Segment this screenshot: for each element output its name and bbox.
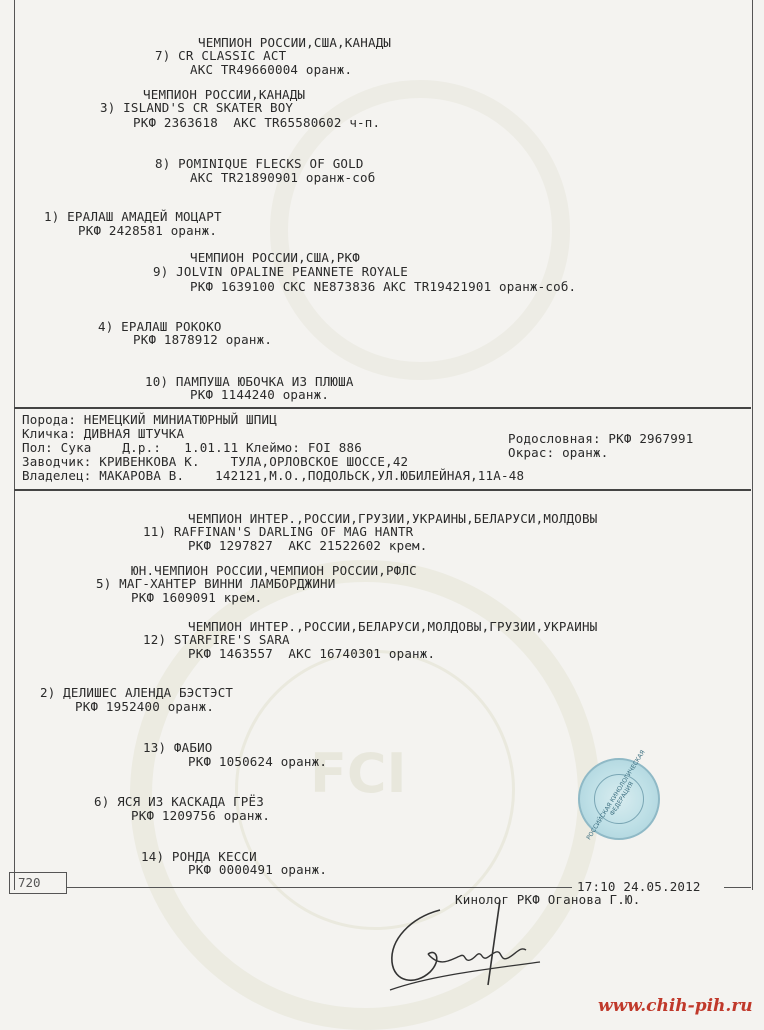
p14-name: 14) РОНДА КЕССИ bbox=[141, 849, 257, 864]
p7-title: ЧЕМПИОН РОССИИ,США,КАНАДЫ bbox=[198, 35, 392, 50]
website-watermark: www.chih-pih.ru bbox=[598, 996, 753, 1016]
print-timestamp: 17:10 24.05.2012 bbox=[577, 879, 701, 894]
p2-name: 2) ДЕЛИШЕС АЛЕНДА БЭСТЭСТ bbox=[40, 685, 234, 700]
breed: Порода: НЕМЕЦКИЙ МИНИАТЮРНЫЙ ШПИЦ bbox=[22, 412, 277, 427]
p5-title: ЮН.ЧЕМПИОН РОССИИ,ЧЕМПИОН РОССИИ,РФЛС bbox=[131, 563, 417, 578]
p10-name: 10) ПАМПУША ЮБОЧКА ИЗ ПЛЮША bbox=[145, 374, 354, 389]
coat-color: Окрас: оранж. bbox=[508, 445, 609, 460]
p6-name: 6) ЯСЯ ИЗ КАСКАДА ГРЁЗ bbox=[94, 794, 264, 809]
p14-reg: РКФ 0000491 оранж. bbox=[188, 862, 328, 877]
page-number: 720 bbox=[9, 872, 67, 894]
p4-reg: РКФ 1878912 оранж. bbox=[133, 332, 273, 347]
pedigree-number: Родословная: РКФ 2967991 bbox=[508, 431, 694, 446]
p12-name: 12) STARFIRE'S SARA bbox=[143, 632, 290, 647]
handwritten-signature bbox=[370, 890, 560, 1010]
p3-reg: РКФ 2363618 AKC TR65580602 ч-п. bbox=[133, 115, 381, 130]
p10-reg: РКФ 1144240 оранж. bbox=[190, 387, 330, 402]
p12-reg: РКФ 1463557 AKC 16740301 оранж. bbox=[188, 646, 436, 661]
p13-name: 13) ФАБИО bbox=[143, 740, 213, 755]
p9-reg: РКФ 1639100 СКС NE873836 AKC TR19421901 оранж-соб. bbox=[190, 279, 577, 294]
p8-name: 8) POMINIQUE FLECKS OF GOLD bbox=[155, 156, 364, 171]
p5-reg: РКФ 1609091 крем. bbox=[131, 590, 263, 605]
dog-name: Кличка: ДИВНАЯ ШТУЧКА bbox=[22, 426, 185, 441]
p1-name: 1) ЕРАЛАШ АМАДЕЙ МОЦАРТ bbox=[44, 209, 222, 224]
p2-reg: РКФ 1952400 оранж. bbox=[75, 699, 215, 714]
p5-name: 5) МАГ-ХАНТЕР ВИННИ ЛАМБОРДЖИНИ bbox=[96, 576, 336, 591]
p7-reg: AKC TR49660004 оранж. bbox=[190, 62, 353, 77]
p13-reg: РКФ 1050624 оранж. bbox=[188, 754, 328, 769]
p6-reg: РКФ 1209756 оранж. bbox=[131, 808, 271, 823]
p11-name: 11) RAFFINAN'S DARLING OF MAG HANTR bbox=[143, 524, 414, 539]
p3-title: ЧЕМПИОН РОССИИ,КАНАДЫ bbox=[143, 87, 306, 102]
p11-title: ЧЕМПИОН ИНТЕР.,РОССИИ,ГРУЗИИ,УКРАИНЫ,БЕЛАРУСИ,МОЛДОВЫ bbox=[188, 511, 598, 526]
p4-name: 4) ЕРАЛАШ РОКОКО bbox=[98, 319, 222, 334]
p9-title: ЧЕМПИОН РОССИИ,США,РКФ bbox=[190, 250, 360, 265]
breeder: Заводчик: КРИВЕНКОВА К. ТУЛА,ОРЛОВСКОЕ ШОССЕ,42 bbox=[22, 454, 409, 469]
sex-dob-mark: Пол: Сука Д.р.: 1.01.11 Клеймо: FOI 886 bbox=[22, 440, 362, 455]
p9-name: 9) JOLVIN OPALINE PEANNETE ROYALE bbox=[153, 264, 408, 279]
footer-rule-right bbox=[724, 887, 751, 888]
cynologist: Кинолог РКФ Оганова Г.Ю. bbox=[455, 892, 641, 907]
watermark-fci-text: FCI bbox=[310, 742, 407, 805]
p3-name: 3) ISLAND'S CR SKATER BOY bbox=[100, 100, 294, 115]
p12-title: ЧЕМПИОН ИНТЕР.,РОССИИ,БЕЛАРУСИ,МОЛДОВЫ,ГРУЗИИ,УКРАИНЫ bbox=[188, 619, 598, 634]
owner: Владелец: МАКАРОВА В. 142121,М.О.,ПОДОЛЬСК,УЛ.ЮБИЛЕЙНАЯ,11А-48 bbox=[22, 468, 525, 483]
rkf-stamp-text: РОССИЙСКАЯ КИНОЛОГИЧЕСКАЯ ФЕДЕРАЦИЯ bbox=[585, 749, 647, 842]
p7-name: 7) CR CLASSIC ACT bbox=[155, 48, 287, 63]
p8-reg: AKC TR21890901 оранж-соб bbox=[190, 170, 376, 185]
p11-reg: РКФ 1297827 AKC 21522602 крем. bbox=[188, 538, 428, 553]
p1-reg: РКФ 2428581 оранж. bbox=[78, 223, 218, 238]
footer-rule-left bbox=[67, 887, 572, 888]
